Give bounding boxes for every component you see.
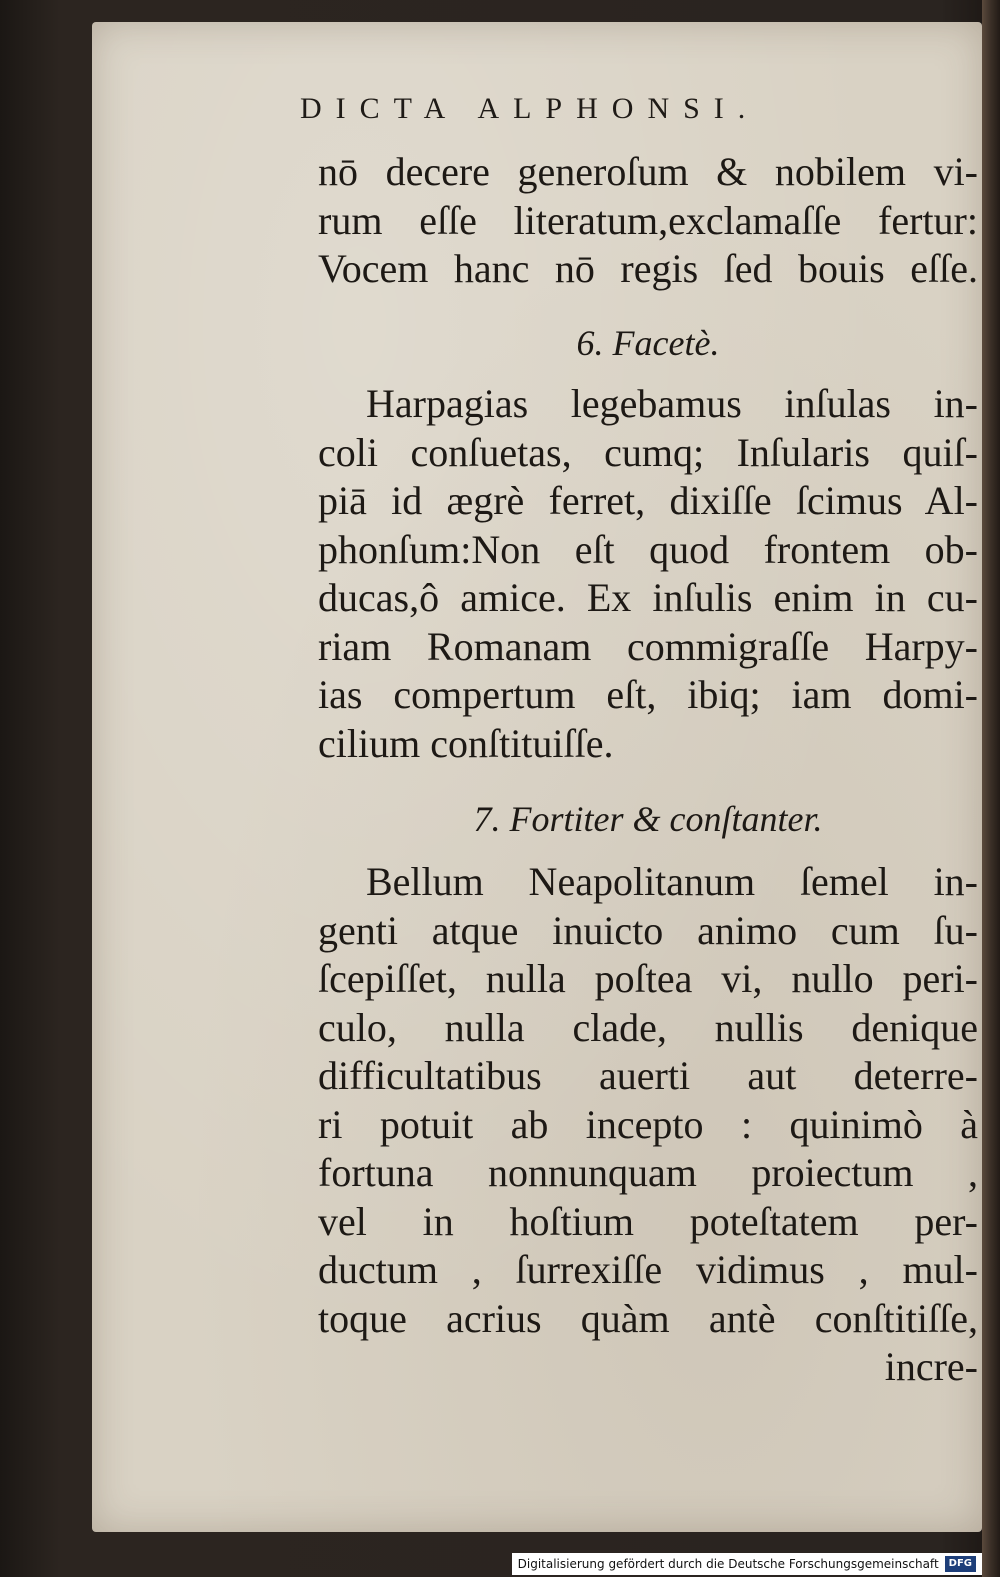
catchword: incre-	[884, 1344, 978, 1389]
text-line: fortuna nonnunquam proiectum ,	[318, 1150, 978, 1195]
text-line: ri potuit ab incepto : quinimò à	[318, 1101, 978, 1147]
text-line: piā id ægrè ferret, dixiſſe ſcimus Al-	[318, 478, 978, 523]
text-line: rum eſſe literatum,exclamaſſe fertur:	[318, 197, 978, 243]
section-heading-6: 6. Facetè.	[576, 323, 720, 363]
text-line: ias compertum eſt, ibiq; iam domi-	[318, 672, 978, 717]
text-line: Bellum Neapolitanum ſemel in-	[366, 859, 978, 904]
text-line: riam Romanam commigraſſe Harpy-	[318, 623, 978, 669]
text-line: coli conſuetas, cumq; Inſularis quiſ-	[318, 429, 978, 475]
running-title: DICTA ALPHONSI.	[300, 92, 760, 125]
text-line: ductum , ſurrexiſſe vidimus , mul-	[318, 1247, 978, 1292]
text-line: Harpagias legebamus inſulas in-	[366, 381, 978, 426]
digitization-footer	[512, 1553, 982, 1575]
text-line: Vocem hanc nō regis ſed bouis eſſe.	[318, 246, 978, 291]
text-line: genti atque inuicto animo cum ſu-	[318, 907, 978, 953]
text-line: phonſum:Non eſt quod frontem ob-	[318, 526, 978, 572]
footer-text: Digitalisierung gefördert durch die Deutsche Forschungsgemeinschaft	[517, 1557, 939, 1571]
text-line: toque acrius quàm antè conſtitiſſe,	[318, 1295, 978, 1341]
dfg-logo-icon: DFG	[945, 1556, 976, 1572]
text-line: cilium conſtituiſſe.	[318, 720, 614, 766]
section-heading-7: 7. Fortiter & conſtanter.	[473, 799, 823, 839]
text-line: ſcepiſſet, nulla poſtea vi, nullo peri-	[318, 956, 978, 1001]
text-line: difficultatibus auerti aut deterre-	[318, 1053, 978, 1098]
paragraph-7	[318, 858, 978, 1392]
text-line: nō decere generoſum & nobilem vi-	[318, 149, 978, 194]
text-line: vel in hoſtium poteſtatem per-	[318, 1198, 978, 1244]
paragraph-6	[318, 380, 978, 768]
text-line: ducas,ô amice. Ex inſulis enim in cu-	[318, 575, 978, 620]
text-line: culo, nulla clade, nullis denique	[318, 1004, 978, 1050]
paragraph-continuation	[318, 148, 978, 294]
book-spine	[982, 0, 1000, 1577]
